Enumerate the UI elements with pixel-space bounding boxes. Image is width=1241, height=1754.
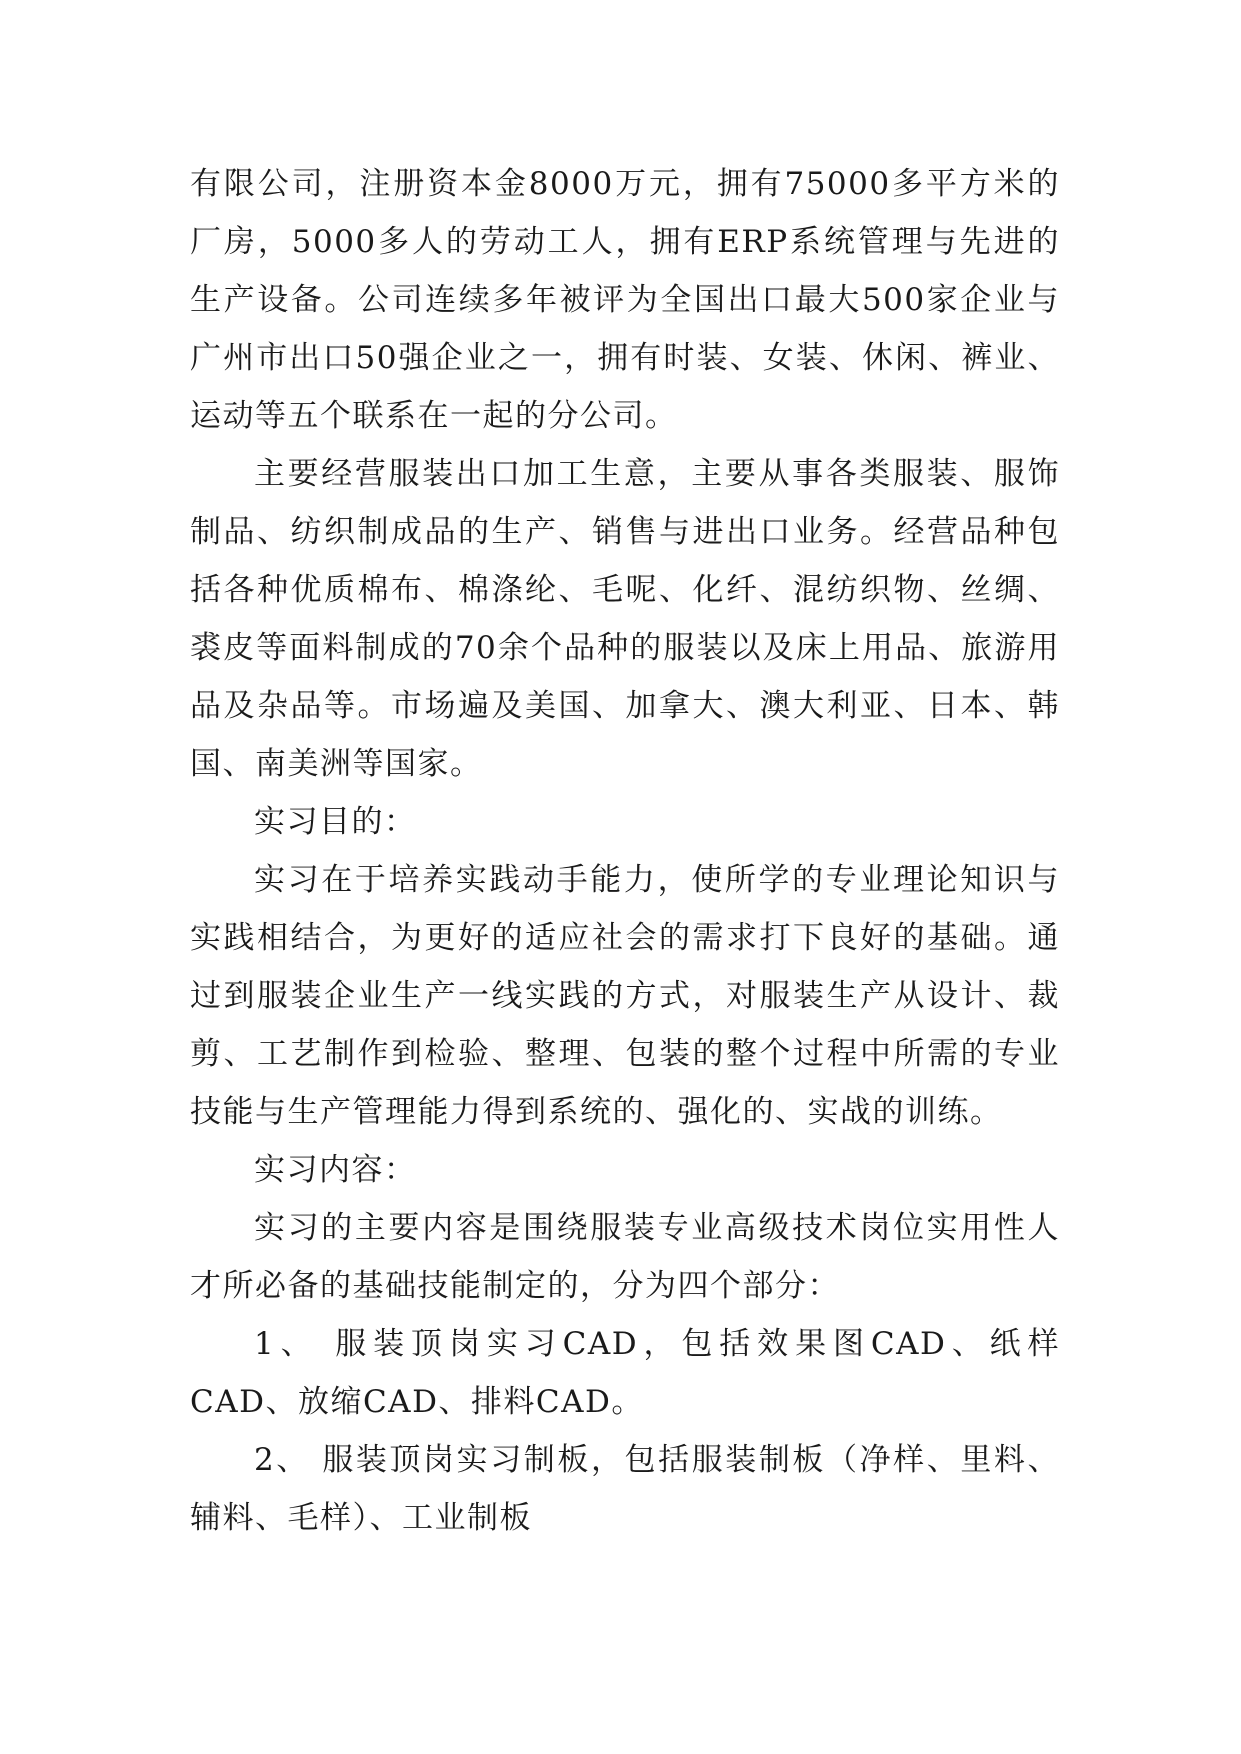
- section-heading-purpose: 实习目的：: [254, 804, 417, 840]
- section-heading-content: 实习内容：: [254, 1152, 417, 1188]
- list-item-pattern-making: 2、 服装顶岗实习制板，包括服装制板（净样、里料、辅料、毛样）、工业制板: [190, 1442, 1060, 1536]
- paragraph-purpose: 实习在于培养实践动手能力，使所学的专业理论知识与实践相结合，为更好的适应社会的需求打下良好的基础。通过到服装企业生产一线实践的方式，对服装生产从设计、裁剪、工艺制作到检验、整理、包装的整个过程中所需的专业技能与生产管理能力得到系统的、强化的、实战的训练。: [190, 862, 1060, 1130]
- list-item-cad: 1、 服装顶岗实习CAD，包括效果图CAD、纸样CAD、放缩CAD、排料CAD。: [190, 1326, 1060, 1420]
- paragraph-content-intro: 实习的主要内容是围绕服装专业高级技术岗位实用性人才所必备的基础技能制定的，分为四个部分：: [190, 1210, 1060, 1304]
- document-body: [190, 155, 1060, 1547]
- paragraph-company-intro: 有限公司，注册资本金8000万元，拥有75000多平方米的厂房，5000多人的劳动工人，拥有ERP系统管理与先进的生产设备。公司连续多年被评为全国出口最大500家企业与广州市出口50强企业之一，拥有时装、女装、休闲、裤业、运动等五个联系在一起的分公司。: [190, 166, 1060, 434]
- paragraph-business-scope: 主要经营服装出口加工生意，主要从事各类服装、服饰制品、纺织制成品的生产、销售与进出口业务。经营品种包括各种优质棉布、棉涤纶、毛呢、化纤、混纺织物、丝绸、裘皮等面料制成的70余个品种的服装以及床上用品、旅游用品及杂品等。市场遍及美国、加拿大、澳大利亚、日本、韩国、南美洲等国家。: [190, 456, 1060, 782]
